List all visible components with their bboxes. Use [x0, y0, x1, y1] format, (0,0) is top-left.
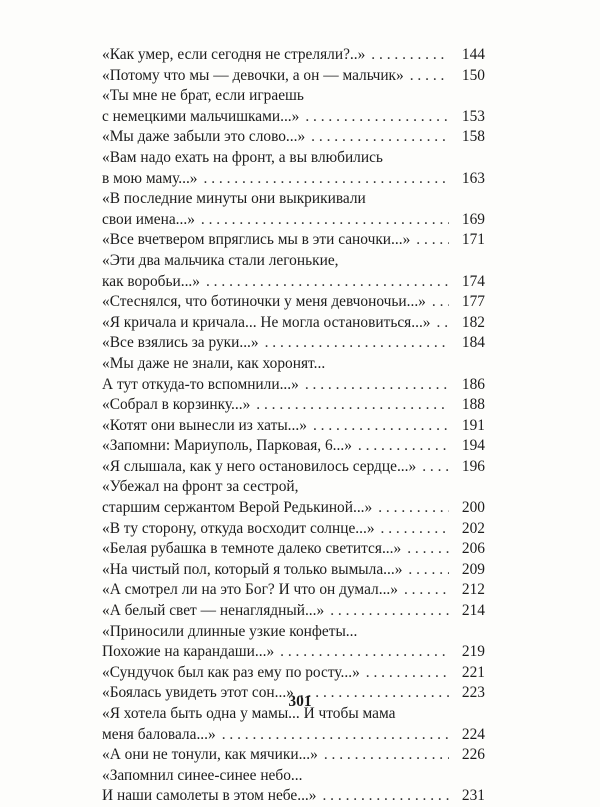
toc-entry: [102, 189, 485, 230]
toc-entry: [102, 580, 485, 601]
toc-entry-page: 188: [461, 396, 485, 414]
toc-entry-title: «А белый свет — ненаглядный...»: [102, 602, 325, 620]
toc-entry-title: старшим сержантом Верой Редькиной...»: [102, 499, 373, 517]
toc-entry-line: [102, 86, 485, 107]
toc-entry-line: [102, 107, 485, 128]
dot-leader: [381, 519, 449, 540]
toc-entry-line: [102, 251, 485, 272]
toc-entry-line: [102, 663, 485, 684]
toc-entry-title: «Все вчетвером впряглись мы в эти саночки...»: [102, 231, 411, 249]
toc-entry: [102, 251, 485, 292]
toc-entry-title: «А смотрел ли на это Бог? И что он думал...»: [102, 581, 398, 599]
toc-entry-title: И наши самолеты в этом небе...»: [102, 787, 317, 805]
toc-entry-title: «Собрал в корзинку...»: [102, 396, 251, 414]
toc-entry: [102, 622, 485, 663]
toc-entry-line: [102, 786, 485, 807]
dot-leader: [404, 580, 449, 601]
dot-leader: [265, 333, 449, 354]
toc-entry-page: 219: [461, 643, 485, 661]
dot-leader: [322, 786, 449, 807]
dot-leader: [358, 436, 449, 457]
toc-entry: [102, 560, 485, 581]
toc-entry-title: «В последние минуты они выкрикивали: [102, 190, 366, 208]
toc-entry: [102, 333, 485, 354]
toc-entry-line: [102, 272, 485, 293]
dot-leader: [437, 313, 450, 334]
toc-entry-page: 163: [461, 169, 485, 187]
toc-entry-page: 196: [461, 457, 485, 475]
toc-entry: [102, 745, 485, 766]
toc-entry-title: «В ту сторону, откуда восходит солнце...»: [102, 519, 375, 537]
toc-entry-line: [102, 66, 485, 87]
toc-entry-line: [102, 292, 485, 313]
toc-entry-title: «Вам надо ехать на фронт, а вы влюбились: [102, 148, 383, 166]
toc-entry: [102, 148, 485, 189]
toc-entry-page: 214: [461, 602, 485, 620]
toc-entry-title: «Все взялись за руки...»: [102, 334, 259, 352]
toc-entry-title: «Запомнил синее-синее небо...: [102, 766, 303, 784]
dot-leader: [324, 745, 449, 766]
dot-leader: [311, 127, 449, 148]
toc-entry-title: меня баловала...»: [102, 725, 216, 743]
dot-leader: [305, 375, 449, 396]
dot-leader: [305, 107, 449, 128]
toc-entry-page: 184: [461, 334, 485, 352]
toc-entry-line: [102, 601, 485, 622]
toc-entry-title: «Котят они вынесли из хаты...»: [102, 416, 307, 434]
toc-entry-page: 191: [461, 416, 485, 434]
toc-entry: [102, 354, 485, 395]
toc-entry-line: [102, 189, 485, 210]
toc-entry: [102, 313, 485, 334]
toc-entry: [102, 45, 485, 66]
dot-leader: [407, 539, 449, 560]
toc-entry-page: 153: [461, 107, 485, 125]
toc-entry-title: «Запомни: Мариуполь, Парковая, 6...»: [102, 437, 352, 455]
toc-entry-line: [102, 766, 485, 787]
toc-entry-page: 226: [461, 746, 485, 764]
dot-leader: [330, 601, 449, 622]
toc-entry-page: 206: [461, 540, 485, 558]
dot-leader: [280, 642, 449, 663]
toc-entry-line: [102, 725, 485, 746]
toc-entry: [102, 416, 485, 437]
toc-entry-title: «А они не тонули, как мячики...»: [102, 746, 318, 764]
toc-entry-line: [102, 395, 485, 416]
toc-entry-line: [102, 642, 485, 663]
toc-entry-page: 177: [461, 293, 485, 311]
toc-entry-title: «Белая рубашка в темноте далеко светится...»: [102, 540, 402, 558]
toc-entry-title: Похожие на карандаши...»: [102, 643, 275, 661]
toc-entry-title: «Приносили длинные узкие конфеты...: [102, 622, 358, 640]
dot-leader: [410, 66, 449, 87]
toc-entry-page: 171: [461, 231, 485, 249]
toc-entry-page: 223: [461, 684, 485, 702]
toc-entry-page: 186: [461, 375, 485, 393]
toc-entry-title: «Убежал на фронт за сестрой,: [102, 478, 299, 496]
dot-leader: [378, 498, 449, 519]
toc-entry: [102, 457, 485, 478]
toc-entry-page: 169: [461, 210, 485, 228]
toc-entry-title: с немецкими мальчишками...»: [102, 107, 300, 125]
toc-entry-title: «Ты мне не брат, если играешь: [102, 87, 304, 105]
toc-entry-title: в мою маму...»: [102, 169, 198, 187]
toc-entry: [102, 539, 485, 560]
toc-entry-title: «Я кричала и кричала... Не могла остановиться...»: [102, 313, 431, 331]
toc-entry: [102, 292, 485, 313]
toc-entry-page: 158: [461, 128, 485, 146]
toc-entry-line: [102, 230, 485, 251]
toc-entry-page: 231: [461, 787, 485, 805]
toc-entry-page: 202: [461, 519, 485, 537]
toc-entry-page: 182: [461, 313, 485, 331]
dot-leader: [408, 560, 449, 581]
page-number: 301: [288, 693, 312, 710]
dot-leader: [206, 272, 449, 293]
toc-entry-line: [102, 148, 485, 169]
toc-entry-line: [102, 498, 485, 519]
toc-entry-title: как воробьи...»: [102, 272, 200, 290]
toc-entry-line: [102, 169, 485, 190]
dot-leader: [222, 725, 449, 746]
toc-entry: [102, 663, 485, 684]
toc-entry: [102, 230, 485, 251]
toc-entry: [102, 477, 485, 518]
toc-entry-page: 221: [461, 663, 485, 681]
toc-entry-line: [102, 45, 485, 66]
dot-leader: [201, 210, 449, 231]
toc-entry-line: [102, 519, 485, 540]
toc-entry-line: [102, 333, 485, 354]
toc-entry-title: «Мы даже не знали, как хоронят...: [102, 354, 326, 372]
toc-entry: [102, 519, 485, 540]
toc-entry-title: «Я слышала, как у него остановилось сердце...»: [102, 457, 417, 475]
toc-entry: [102, 766, 485, 807]
toc-entry-line: [102, 354, 485, 375]
toc-entry-title: «Как умер, если сегодня не стреляли?..»: [102, 46, 366, 63]
toc-entry-page: 209: [461, 560, 485, 578]
dot-leader: [256, 395, 449, 416]
toc-entry: [102, 66, 485, 87]
toc-entry: [102, 86, 485, 127]
toc-entry-page: 144: [461, 46, 485, 63]
toc-entry-title: «Я хотела быть одна у мамы... И чтобы мама: [102, 705, 396, 722]
toc-entry-line: [102, 416, 485, 437]
toc-entry-title: «Эти два мальчика стали легонькие,: [102, 251, 339, 269]
toc-entry-line: [102, 313, 485, 334]
toc-entry-line: [102, 560, 485, 581]
toc-entry-title: А тут откуда-то вспомнили...»: [102, 375, 299, 393]
dot-leader: [432, 292, 449, 313]
dot-leader: [422, 457, 449, 478]
dot-leader: [366, 663, 449, 684]
toc-entry-page: 174: [461, 272, 485, 290]
toc-entry-page: 194: [461, 437, 485, 455]
toc-entry-page: 212: [461, 581, 485, 599]
toc-entry-line: [102, 436, 485, 457]
toc-entry-title: «Потому что мы — девочки, а он — мальчик»: [102, 66, 404, 84]
toc-entry: [102, 601, 485, 622]
toc-entry-line: [102, 210, 485, 231]
toc-entry-line: [102, 622, 485, 643]
toc-entry-title: «Стеснялся, что ботиночки у меня девчоночьи...»: [102, 293, 426, 311]
toc-entry-page: 150: [461, 66, 485, 84]
toc-entry: [102, 395, 485, 416]
toc-entry-page: 224: [461, 725, 485, 743]
toc-entry-line: [102, 477, 485, 498]
toc-entry-line: [102, 745, 485, 766]
toc-entry-title: свои имена...»: [102, 210, 195, 228]
toc-entry: [102, 127, 485, 148]
dot-leader: [204, 169, 450, 190]
toc-entry-line: [102, 127, 485, 148]
toc-entry-title: «Сундучок был как раз ему по росту...»: [102, 663, 360, 681]
toc-entry-line: [102, 580, 485, 601]
dot-leader: [416, 230, 449, 251]
toc-entry: [102, 436, 485, 457]
toc-entry-title: «На чистый пол, который я только вымыла...»: [102, 560, 403, 578]
toc-entry-line: [102, 539, 485, 560]
toc-entry-line: [102, 457, 485, 478]
toc-entry-title: «Мы даже забыли это слово...»: [102, 128, 306, 146]
dot-leader: [371, 45, 449, 66]
toc-entry-page: 200: [461, 499, 485, 517]
toc-entry-line: [102, 375, 485, 396]
toc-entry-title: «Боялась увидеть этот сон...»: [102, 684, 294, 702]
dot-leader: [313, 416, 449, 437]
